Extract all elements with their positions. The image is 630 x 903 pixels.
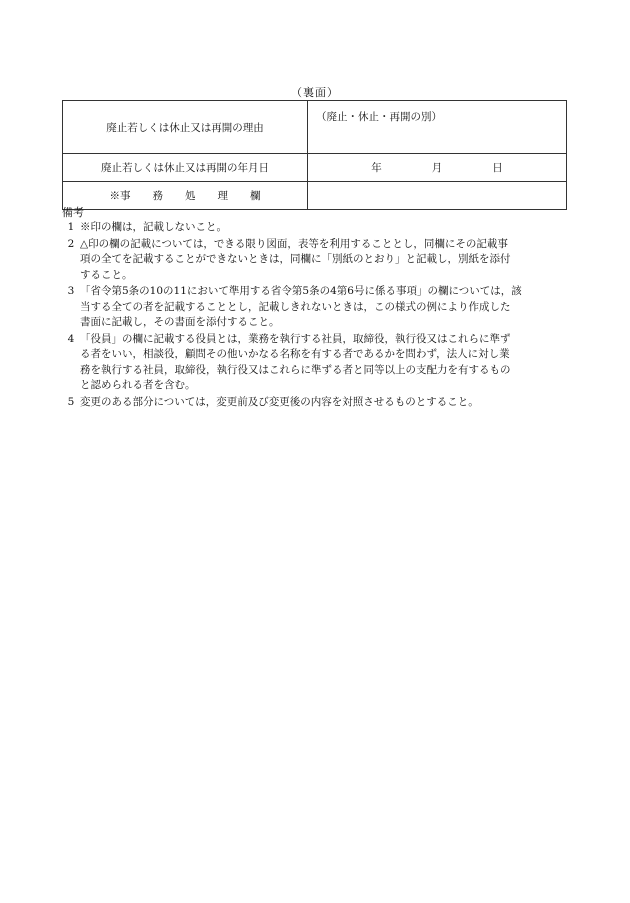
table-row-office-use (63, 182, 567, 210)
remarks-title: 備考 (62, 206, 84, 219)
list-item (62, 395, 570, 411)
month-label: 月 (431, 162, 443, 174)
list-item (62, 332, 570, 394)
office-use-label-char: 務 (152, 190, 163, 202)
office-use-label-char: 処 (185, 190, 196, 202)
reason-field[interactable]: （廃止・休止・再開の別） (308, 101, 567, 154)
list-item (62, 220, 570, 236)
note-text: ※印の欄は，記載しないこと。 (80, 221, 227, 233)
office-use-label (63, 182, 308, 210)
date-field[interactable] (308, 154, 567, 182)
note-text: △印の欄の記載については，できる限り図面，表等を利用することとし，同欄にその記載事 項の全てを記載することができないときは，同欄に「別紙のとおり」と記載し，別紙を添付 すること。 (80, 237, 511, 281)
list-item (62, 284, 570, 331)
list-item (62, 237, 570, 284)
remarks-notes (62, 220, 570, 411)
office-use-label-char: 欄 (250, 190, 261, 202)
form-table (62, 100, 567, 210)
year-label: 年 (371, 162, 382, 174)
reason-label: 廃止若しくは休止又は再開の理由 (63, 101, 308, 154)
note-number: 1 (67, 221, 75, 233)
office-use-label-char: ※事 (109, 190, 131, 202)
page-heading: （裏面） (291, 86, 339, 99)
table-row-reason (63, 101, 567, 154)
note-number: 3 (67, 285, 75, 297)
note-number: 5 (67, 395, 75, 408)
note-number: 2 (67, 237, 75, 250)
note-number: 4 (67, 332, 75, 345)
office-use-label-char: 理 (217, 190, 228, 202)
office-use-field (308, 182, 567, 210)
note-text: 「省令第5条の10の11において準用する省令第5条の4第6号に係る事項」の欄については，該 当する全ての者を記載することとし，記載しきれないときは，この様式の例により作成した 書面に記載し，その書面を添付すること。 (80, 285, 522, 328)
date-label: 廃止若しくは休止又は再開の年月日 (63, 154, 308, 182)
note-text: 変更のある部分については，変更前及び変更後の内容を対照させるものとすること。 (80, 395, 479, 408)
table-row-date (63, 154, 567, 182)
note-text: 「役員」の欄に記載する役員とは，業務を執行する社員，取締役，執行役又はこれらに準ず る者をいい，相談役，顧問その他いかなる名称を有する者であるかを問わず，法人に対し業 務を執行する社員，取締役，執行役又はこれらに準ずる者と同等以上の支配力を有するもの と認められる者を含む。 (80, 332, 511, 391)
day-label: 日 (492, 162, 503, 174)
